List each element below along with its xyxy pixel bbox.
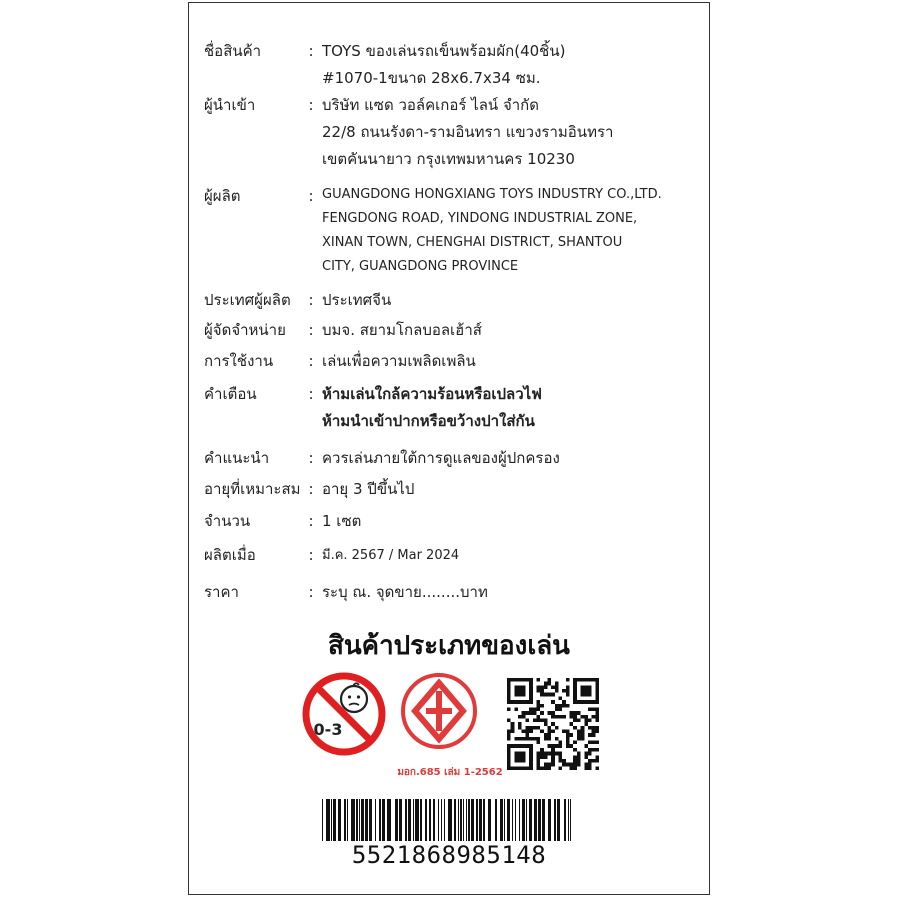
row-manufacturer <box>204 183 699 279</box>
field-colon: : <box>308 42 314 60</box>
field-key: จำนวน <box>204 512 251 530</box>
row-advice <box>204 445 699 472</box>
value-line: เขตคันนายาว กรุงเทพมหานคร 10230 <box>322 150 575 168</box>
age-range-text: 0-3 <box>313 720 343 739</box>
field-colon: : <box>308 512 314 530</box>
row-warning <box>204 381 699 435</box>
barcode-icon <box>320 799 575 841</box>
value-line: ห้ามนำเข้าปากหรือขว้างปาใส่กัน <box>322 412 535 430</box>
value-line: เล่นเพื่อความเพลิดเพลิน <box>322 352 476 370</box>
value-line: อายุ 3 ปีขึ้นไป <box>322 480 415 498</box>
row-country <box>204 287 699 314</box>
field-value <box>322 92 699 173</box>
field-value <box>322 445 699 472</box>
category-title: สินค้าประเภทของเล่น <box>328 631 570 661</box>
field-value <box>322 542 699 569</box>
value-line: GUANGDONG HONGXIANG TOYS INDUSTRY CO.,LTD. <box>322 187 662 202</box>
field-key: ผู้ผลิต <box>204 187 241 205</box>
row-product-name <box>204 38 699 92</box>
value-line: มี.ค. 2567 / Mar 2024 <box>322 548 460 563</box>
field-key: อายุที่เหมาะสม <box>204 480 301 498</box>
row-distributor <box>204 317 699 344</box>
field-colon: : <box>308 480 314 498</box>
value-line: CITY, GUANGDONG PROVINCE <box>322 259 519 274</box>
field-key: การใช้งาน <box>204 352 274 370</box>
row-manufactured <box>204 542 699 569</box>
value-line: ประเทศจีน <box>322 291 392 309</box>
product-label <box>188 2 710 895</box>
field-value <box>322 183 699 279</box>
row-age <box>204 476 699 503</box>
field-colon: : <box>308 96 314 114</box>
tis-standard-caption: มอก.685 เล่ม 1-2562 <box>397 767 503 778</box>
field-colon: : <box>308 352 314 370</box>
qr-code-icon <box>507 678 599 770</box>
field-value <box>322 317 699 344</box>
field-key: ประเทศผู้ผลิต <box>204 291 291 309</box>
value-line: ควรเล่นภายใต้การดูแลของผู้ปกครอง <box>322 449 560 467</box>
row-price <box>204 579 699 606</box>
field-value <box>322 348 699 375</box>
field-colon: : <box>308 385 314 403</box>
no-children-0-3-icon <box>301 671 387 757</box>
barcode-number: 5521868985148 <box>351 841 547 869</box>
row-usage <box>204 348 699 375</box>
field-colon: : <box>308 583 314 601</box>
value-line: บริษัท แซด วอล์คเกอร์ ไลน์ จำกัด <box>322 96 539 114</box>
field-value <box>322 476 699 503</box>
value-line: TOYS ของเล่นรถเข็นพร้อมผัก(40ชิ้น) <box>322 42 566 60</box>
value-line: FENGDONG ROAD, YINDONG INDUSTRIAL ZONE, <box>322 211 638 226</box>
field-key: ผลิตเมื่อ <box>204 546 256 564</box>
field-colon: : <box>308 546 314 564</box>
field-key: ผู้จัดจำหน่าย <box>204 321 286 339</box>
value-line: 22/8 ถนนรังดา-รามอินทรา แขวงรามอินทรา <box>322 123 614 141</box>
row-importer <box>204 92 699 173</box>
field-key: ชื่อสินค้า <box>204 42 262 60</box>
field-value <box>322 381 699 435</box>
field-key: คำแนะนำ <box>204 449 270 467</box>
value-line: ห้ามเล่นใกล้ความร้อนหรือเปลวไฟ <box>322 385 542 403</box>
field-colon: : <box>308 291 314 309</box>
field-key: ผู้นำเข้า <box>204 96 256 114</box>
field-value <box>322 579 699 606</box>
field-key: คำเตือน <box>204 385 257 403</box>
value-line: 1 เซต <box>322 512 362 530</box>
value-line: #1070-1ขนาด 28x6.7x34 ซม. <box>322 69 541 87</box>
field-colon: : <box>308 449 314 467</box>
field-colon: : <box>308 321 314 339</box>
field-value <box>322 508 699 535</box>
value-line: ระบุ ณ. จุดขาย........บาท <box>322 583 488 601</box>
field-colon: : <box>308 187 314 205</box>
field-value <box>322 38 699 92</box>
field-value <box>322 287 699 314</box>
field-key: ราคา <box>204 583 239 601</box>
row-quantity <box>204 508 699 535</box>
tis-standard-mark-icon <box>399 671 479 751</box>
value-line: บมจ. สยามโกลบอลเฮ้าส์ <box>322 321 482 339</box>
value-line: XINAN TOWN, CHENGHAI DISTRICT, SHANTOU <box>322 235 623 250</box>
